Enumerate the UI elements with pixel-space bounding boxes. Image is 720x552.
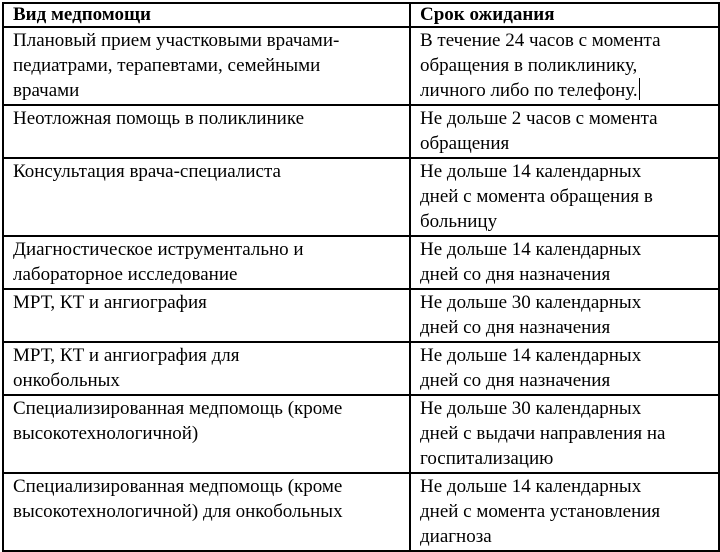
table-row xyxy=(3,289,719,342)
table-row xyxy=(3,105,719,158)
care-type-cell: Плановый прием участковыми врачами- педиатрами, терапевтами, семейными врачами xyxy=(3,27,410,105)
table-row xyxy=(3,395,719,473)
table-row xyxy=(3,27,719,105)
wait-time-cell: Не дольше 14 календарных дней со дня назначения xyxy=(410,236,719,289)
wait-time-text: В течение 24 часов с момента обращения в поликлинику, личного либо по телефону. xyxy=(420,30,661,101)
table-row xyxy=(3,473,719,551)
wait-times-table xyxy=(2,2,720,552)
table-header-row xyxy=(3,3,719,27)
wait-time-cell: Не дольше 30 календарных дней с выдачи направления на госпитализацию xyxy=(410,395,719,473)
header-wait-time: Срок ожидания xyxy=(410,3,719,27)
table-row xyxy=(3,158,719,236)
care-type-cell: Специализированная медпомощь (кроме высокотехнологичной) xyxy=(3,395,410,473)
care-type-cell: Консультация врача-специалиста xyxy=(3,158,410,236)
wait-time-cell: Не дольше 30 календарных дней со дня назначения xyxy=(410,289,719,342)
text-cursor xyxy=(639,78,640,100)
care-type-cell: Неотложная помощь в поликлинике xyxy=(3,105,410,158)
wait-time-cell: Не дольше 14 календарных дней со дня назначения xyxy=(410,342,719,395)
table-row xyxy=(3,342,719,395)
wait-time-cell: Не дольше 2 часов с момента обращения xyxy=(410,105,719,158)
wait-time-cell: Не дольше 14 календарных дней с момента обращения в больницу xyxy=(410,158,719,236)
care-type-cell: МРТ, КТ и ангиография xyxy=(3,289,410,342)
wait-time-cell: Не дольше 14 календарных дней с момента установления диагноза xyxy=(410,473,719,551)
wait-time-cell[interactable] xyxy=(410,27,719,105)
care-type-cell: Диагностическое иструментально и лабораторное исследование xyxy=(3,236,410,289)
table-row xyxy=(3,236,719,289)
care-type-cell: МРТ, КТ и ангиография для онкобольных xyxy=(3,342,410,395)
header-care-type: Вид медпомощи xyxy=(3,3,410,27)
care-type-cell: Специализированная медпомощь (кроме высокотехнологичной) для онкобольных xyxy=(3,473,410,551)
